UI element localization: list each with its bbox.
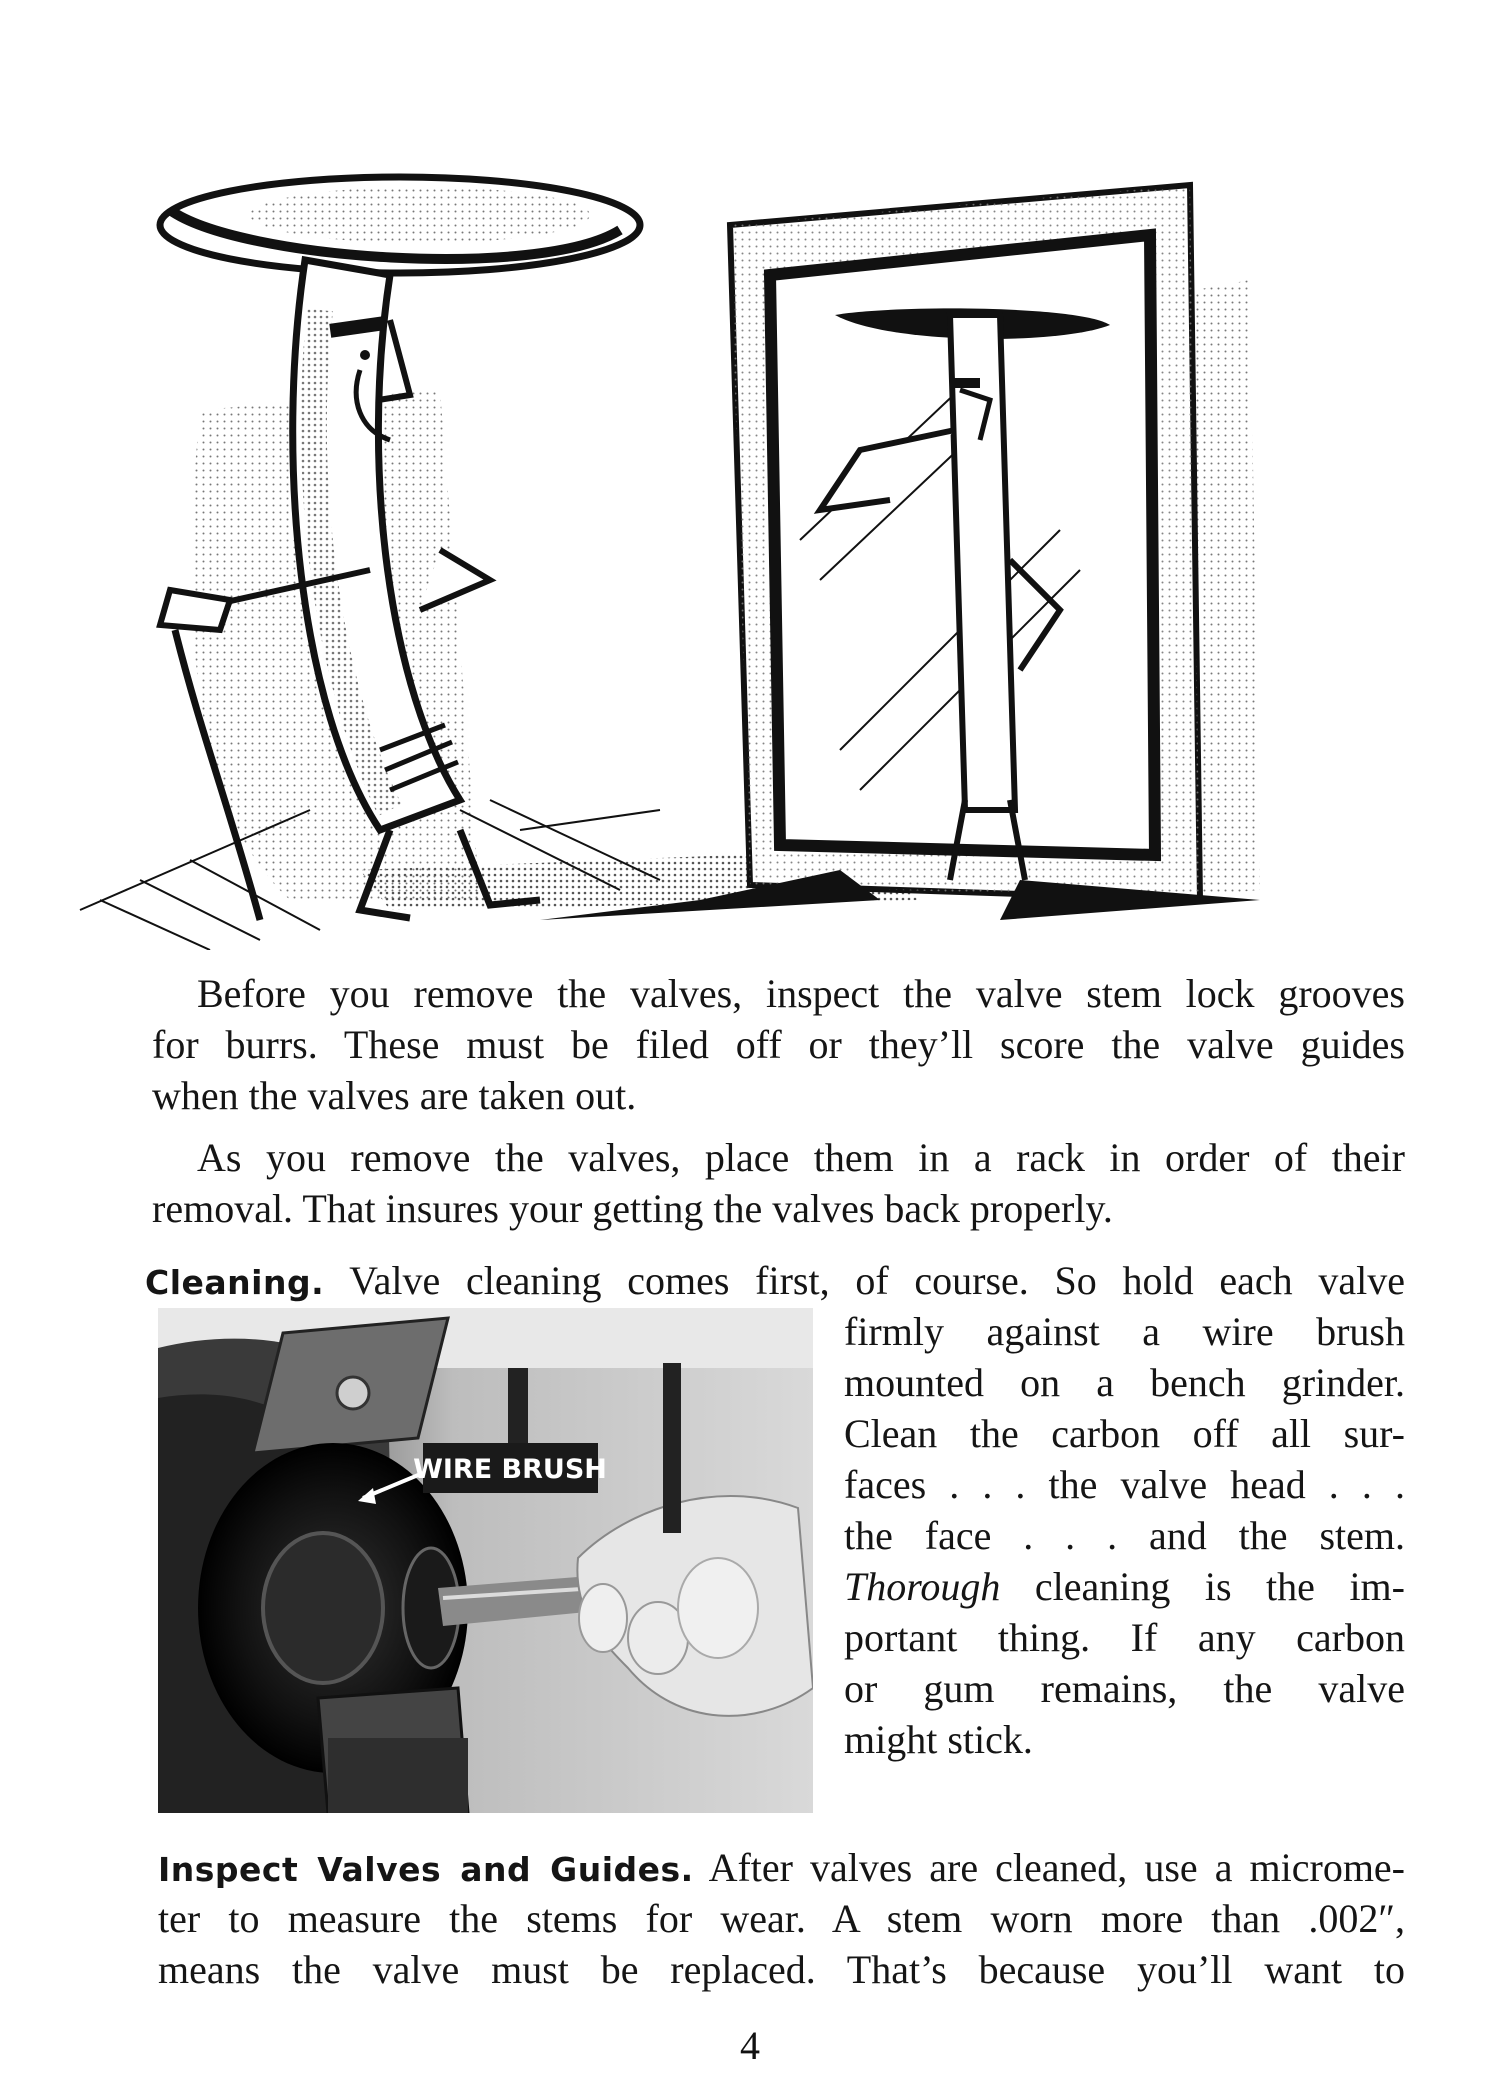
cleaning-line: or gum remains, the valve — [844, 1666, 1405, 1711]
cleaning-line: faces . . . the valve head . . . — [844, 1462, 1405, 1507]
paragraph-line: when the valves are taken out. — [152, 1073, 637, 1118]
cleaning-line — [844, 1561, 1405, 1612]
cleaning-line: might stick. — [844, 1717, 1033, 1762]
reflected-valve-stem — [950, 315, 1015, 810]
cleaning-line: mounted on a bench grinder. — [844, 1360, 1405, 1405]
inspect-line: means the valve must be replaced. That’s because you’ll want to — [158, 1947, 1405, 1992]
wire-brush-photo — [158, 1308, 813, 1813]
paragraph-line: for burrs. These must be filed off or they’ll score the valve guides — [152, 1022, 1405, 1067]
wire-brush-label: WIRE BRUSH — [413, 1454, 607, 1485]
cleaning-first-line — [145, 1255, 1405, 1308]
page-number: 4 — [740, 2023, 760, 2068]
inspect-text: After valves are cleaned, use a microme- — [708, 1845, 1406, 1890]
inspect-line: ter to measure the stems for wear. A stem worn more than .002″, — [158, 1896, 1405, 1941]
paragraph-line: As you remove the valves, place them in a rack in order of their — [197, 1135, 1405, 1180]
cleaning-line: Clean the carbon off all sur- — [844, 1411, 1405, 1456]
cleaning-heading: Cleaning. — [145, 1263, 325, 1302]
inspect-first-line — [158, 1842, 1405, 1895]
cleaning-line: the face . . . and the stem. — [844, 1513, 1405, 1558]
paragraph-line: Before you remove the valves, inspect the valve stem lock grooves — [197, 971, 1405, 1016]
cleaning-line-rest: cleaning is the im- — [1000, 1564, 1405, 1609]
inspect-heading: Inspect Valves and Guides. — [158, 1850, 694, 1889]
valve-mirror-cartoon — [60, 110, 1420, 950]
emphasis-thorough: Thorough — [844, 1564, 1001, 1609]
cleaning-text: Valve cleaning comes first, of course. So hold each valve — [349, 1258, 1406, 1303]
paragraph-line: removal. That insures your getting the valves back properly. — [152, 1186, 1113, 1231]
cleaning-line: firmly against a wire brush — [844, 1309, 1405, 1354]
cleaning-line: portant thing. If any carbon — [844, 1615, 1405, 1660]
